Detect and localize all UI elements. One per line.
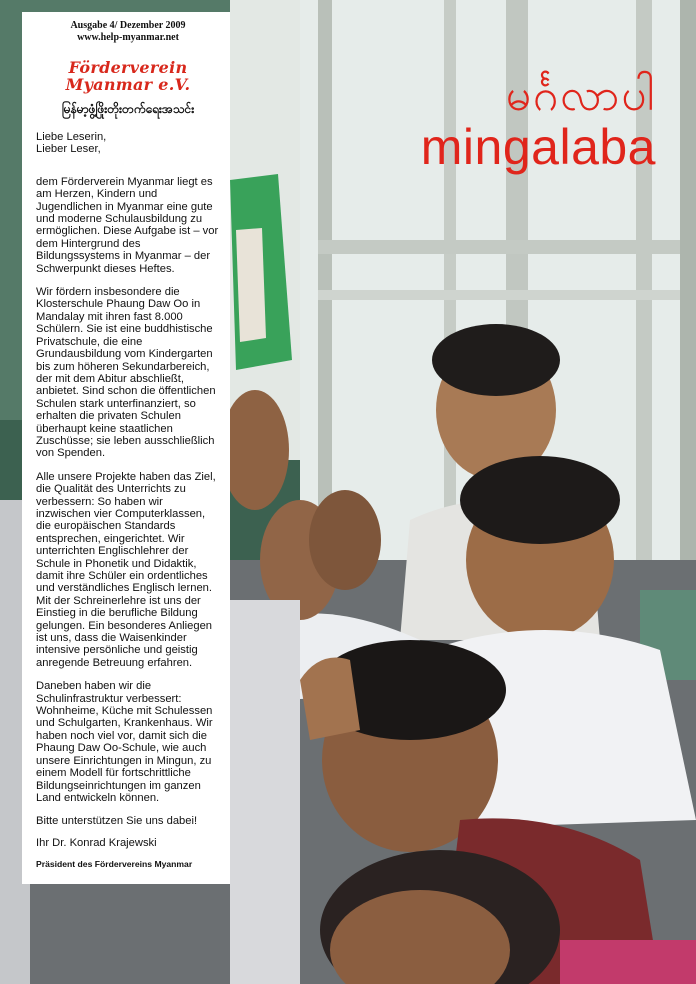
paragraph-2: Wir fördern insbesondere die Klosterschule Phaung Daw Oo in Mandalay mit ihren fast 8.000 Schülern. Sie ist eine buddhistische Privatschule, die eine Grundausbildung vom Kindergarten bis zum höheren Sekundarbereich, der mit dem Abitur abschließt, anbietet. Sind schon die öffentlichen Schulen stark unterfinanziert, so erhalten die privaten Schulen überhaupt keine staatlichen Zuschüsse; sie leben ausschließlich von Spenden. (36, 286, 216, 460)
paragraph-4: Daneben haben wir die Schulinfrastruktur verbessert: Wohnheime, Küche mit Schulessen und Schulgarten, Krankenhaus. Wir haben noch viel vor, damit sich die Phaung Daw Oo-Schule, wie auch unsere Einrichtungen in Mingun, zu einem Modell für fortschrittliche Bildungseinrichtungen im ganzen Land entwickeln können. (36, 680, 213, 804)
signature: Ihr Dr. Konrad Krajewski (36, 836, 157, 849)
logo-burmese-name: မြန်မာ့ဖွံ့ဖြိုးတိုးတက်ရေးအသင်း (61, 102, 195, 116)
cover-title-latin: mingalaba (420, 119, 656, 175)
greeting-line-1: Liebe Leserin, (36, 131, 107, 143)
paragraph-3: Alle unsere Projekte haben das Ziel, die Qualität des Unterrichts zu verbessern: So haben wir inzwischen vier Computerklassen, die europäischen Standards entsprechen, eingerichtet. Wir unterrichten Englischlehrer der Schule in Phonetik und Didaktik, damit ihre Schüler ein ordentliches und verständliches Englisch lernen. Mit der Schreinerlehre ist uns der Einstieg in die berufliche Bildung gelungen. Ein besonderes Anliegen ist uns, dass die Waisenkinder intensive persönliche und geistig anregende Betreuung erfahren. (36, 470, 216, 669)
greeting-line-2: Lieber Leser, (36, 143, 101, 156)
logo-line-1: Förderverein (68, 58, 188, 77)
cover-title-burmese: မင်္ဂလာပါ (505, 70, 656, 121)
paragraph-5: Bitte unterstützen Sie uns dabei! (36, 815, 198, 828)
editorial-panel (22, 12, 230, 884)
website-url: www.help-myanmar.net (77, 32, 179, 43)
logo-line-2: Myanmar e.V. (65, 75, 191, 94)
issue-label: Ausgabe 4/ Dezember 2009 (70, 20, 186, 31)
signature-role: Präsident des Fördervereins Myanmar (36, 859, 193, 870)
editorial-letter (36, 131, 220, 871)
paragraph-1: dem Förderverein Myanmar liegt es am Herzen, Kindern und Jugendlichen in Myanmar eine gute und moderne Schulausbildung zu ermöglichen. Diese Aufgabe ist – vor dem Hintergrund des Bildungssystems in Myanmar – der Schwerpunkt dieses Heftes. (36, 175, 219, 275)
foerderverein-logo (36, 59, 220, 93)
